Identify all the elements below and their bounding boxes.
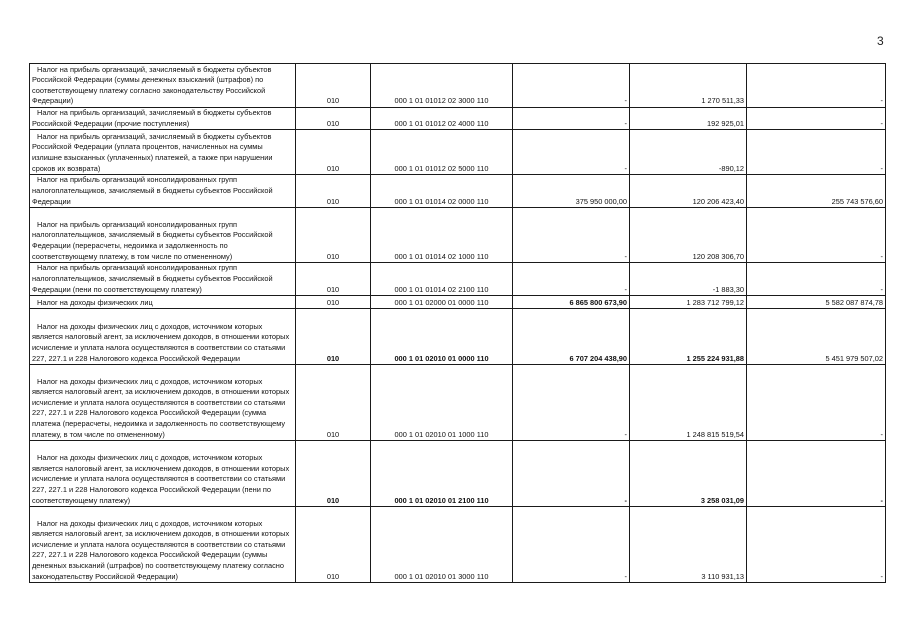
line-code: 010 — [296, 309, 371, 365]
approved-amount: - — [513, 263, 630, 296]
line-code: 010 — [296, 208, 371, 263]
budget-execution-table — [29, 63, 886, 583]
income-name: Налог на прибыль организаций консолидированных групп налогоплательщиков, зачисляемый в бюджеты субъектов Российской Федерации (пени по соответствующему платежу) — [30, 263, 296, 296]
executed-amount: 120 206 423,40 — [630, 175, 747, 208]
executed-amount: 120 208 306,70 — [630, 208, 747, 263]
approved-amount: 6 707 204 438,90 — [513, 309, 630, 365]
budget-classification-code: 000 1 01 01014 02 2100 110 — [371, 263, 513, 296]
income-name: Налог на доходы физических лиц с доходов, источником которых является налоговый агент, за исключением доходов, в отношении которых исчисление и уплата налога осуществляются в соответствии со статьями 227, 227.1 и 228 Налогового кодекса Российской Федерации (пени по соответствующему платежу) — [30, 441, 296, 507]
approved-amount: - — [513, 507, 630, 583]
approved-amount: 375 950 000,00 — [513, 175, 630, 208]
remaining-amount: - — [747, 108, 886, 130]
budget-classification-code: 000 1 01 02010 01 3000 110 — [371, 507, 513, 583]
income-name: Налог на прибыль организаций, зачисляемый в бюджеты субъектов Российской Федерации (уплата процентов, начисленных на суммы излишне взысканных (уплаченных) платежей, а также при нарушении сроков их возврата) — [30, 130, 296, 175]
income-name: Налог на прибыль организаций консолидированных групп налогоплательщиков, зачисляемый в бюджеты субъектов Российской Федерации — [30, 175, 296, 208]
remaining-amount: - — [747, 64, 886, 108]
income-name: Налог на доходы физических лиц с доходов, источником которых является налоговый агент, за исключением доходов, в отношении которых исчисление и уплата налога осуществляются в соответствии со статьями 227, 227.1 и 228 Налогового кодекса Российской Федерации — [30, 309, 296, 365]
approved-amount: - — [513, 365, 630, 441]
executed-amount: 3 258 031,09 — [630, 441, 747, 507]
income-name: Налог на доходы физических лиц с доходов, источником которых является налоговый агент, за исключением доходов, в отношении которых исчисление и уплата налога осуществляются в соответствии со статьями 227, 227.1 и 228 Налогового кодекса Российской Федерации (сумма платежа (перерасчеты, недоимка и задолженность по соответствующему платежу, в том числе по отмененному) — [30, 365, 296, 441]
executed-amount: 3 110 931,13 — [630, 507, 747, 583]
remaining-amount: - — [747, 263, 886, 296]
executed-amount: 192 925,01 — [630, 108, 747, 130]
approved-amount: - — [513, 441, 630, 507]
executed-amount: -890,12 — [630, 130, 747, 175]
budget-classification-code: 000 1 01 01012 02 5000 110 — [371, 130, 513, 175]
executed-amount: 1 248 815 519,54 — [630, 365, 747, 441]
table-row — [30, 175, 886, 208]
table-row — [30, 365, 886, 441]
approved-amount: - — [513, 208, 630, 263]
executed-amount: 1 255 224 931,88 — [630, 309, 747, 365]
income-name: Налог на прибыль организаций, зачисляемый в бюджеты субъектов Российской Федерации (прочие поступления) — [30, 108, 296, 130]
table-row — [30, 108, 886, 130]
executed-amount: -1 883,30 — [630, 263, 747, 296]
line-code: 010 — [296, 175, 371, 208]
budget-classification-code: 000 1 01 02010 01 0000 110 — [371, 309, 513, 365]
remaining-amount: 255 743 576,60 — [747, 175, 886, 208]
line-code: 010 — [296, 296, 371, 309]
remaining-amount: - — [747, 507, 886, 583]
income-name: Налог на прибыль организаций консолидированных групп налогоплательщиков, зачисляемый в бюджеты субъектов Российской Федерации (перерасчеты, недоимка и задолженность по соответствующему платежу, в том числе по отмененному) — [30, 208, 296, 263]
table-row — [30, 441, 886, 507]
remaining-amount: - — [747, 130, 886, 175]
budget-classification-code: 000 1 01 02010 01 1000 110 — [371, 365, 513, 441]
remaining-amount: - — [747, 441, 886, 507]
remaining-amount: 5 582 087 874,78 — [747, 296, 886, 309]
budget-classification-code: 000 1 01 01014 02 0000 110 — [371, 175, 513, 208]
line-code: 010 — [296, 263, 371, 296]
line-code: 010 — [296, 130, 371, 175]
line-code: 010 — [296, 365, 371, 441]
executed-amount: 1 270 511,33 — [630, 64, 747, 108]
table-row — [30, 507, 886, 583]
executed-amount: 1 283 712 799,12 — [630, 296, 747, 309]
table-row — [30, 208, 886, 263]
line-code: 010 — [296, 108, 371, 130]
table-row — [30, 130, 886, 175]
income-name: Налог на прибыль организаций, зачисляемый в бюджеты субъектов Российской Федерации (суммы денежных взысканий (штрафов) по соответствующему платежу согласно законодательству Российской Федерации) — [30, 64, 296, 108]
income-name: Налог на доходы физических лиц — [30, 296, 296, 309]
budget-classification-code: 000 1 01 02010 01 2100 110 — [371, 441, 513, 507]
income-name: Налог на доходы физических лиц с доходов, источником которых является налоговый агент, за исключением доходов, в отношении которых исчисление и уплата налога осуществляются в соответствии со статьями 227, 227.1 и 228 Налогового кодекса Российской Федерации (суммы денежных взысканий (штрафов) по соответствующему платежу согласно законодательству Российской Федерации) — [30, 507, 296, 583]
line-code: 010 — [296, 441, 371, 507]
approved-amount: - — [513, 130, 630, 175]
page-number: 3 — [877, 34, 884, 48]
remaining-amount: - — [747, 208, 886, 263]
table-row — [30, 64, 886, 108]
remaining-amount: 5 451 979 507,02 — [747, 309, 886, 365]
approved-amount: - — [513, 108, 630, 130]
remaining-amount: - — [747, 365, 886, 441]
budget-classification-code: 000 1 01 02000 01 0000 110 — [371, 296, 513, 309]
budget-classification-code: 000 1 01 01012 02 3000 110 — [371, 64, 513, 108]
line-code: 010 — [296, 507, 371, 583]
table-row — [30, 309, 886, 365]
approved-amount: - — [513, 64, 630, 108]
budget-classification-code: 000 1 01 01012 02 4000 110 — [371, 108, 513, 130]
table-row — [30, 296, 886, 309]
approved-amount: 6 865 800 673,90 — [513, 296, 630, 309]
budget-classification-code: 000 1 01 01014 02 1000 110 — [371, 208, 513, 263]
table-row — [30, 263, 886, 296]
line-code: 010 — [296, 64, 371, 108]
